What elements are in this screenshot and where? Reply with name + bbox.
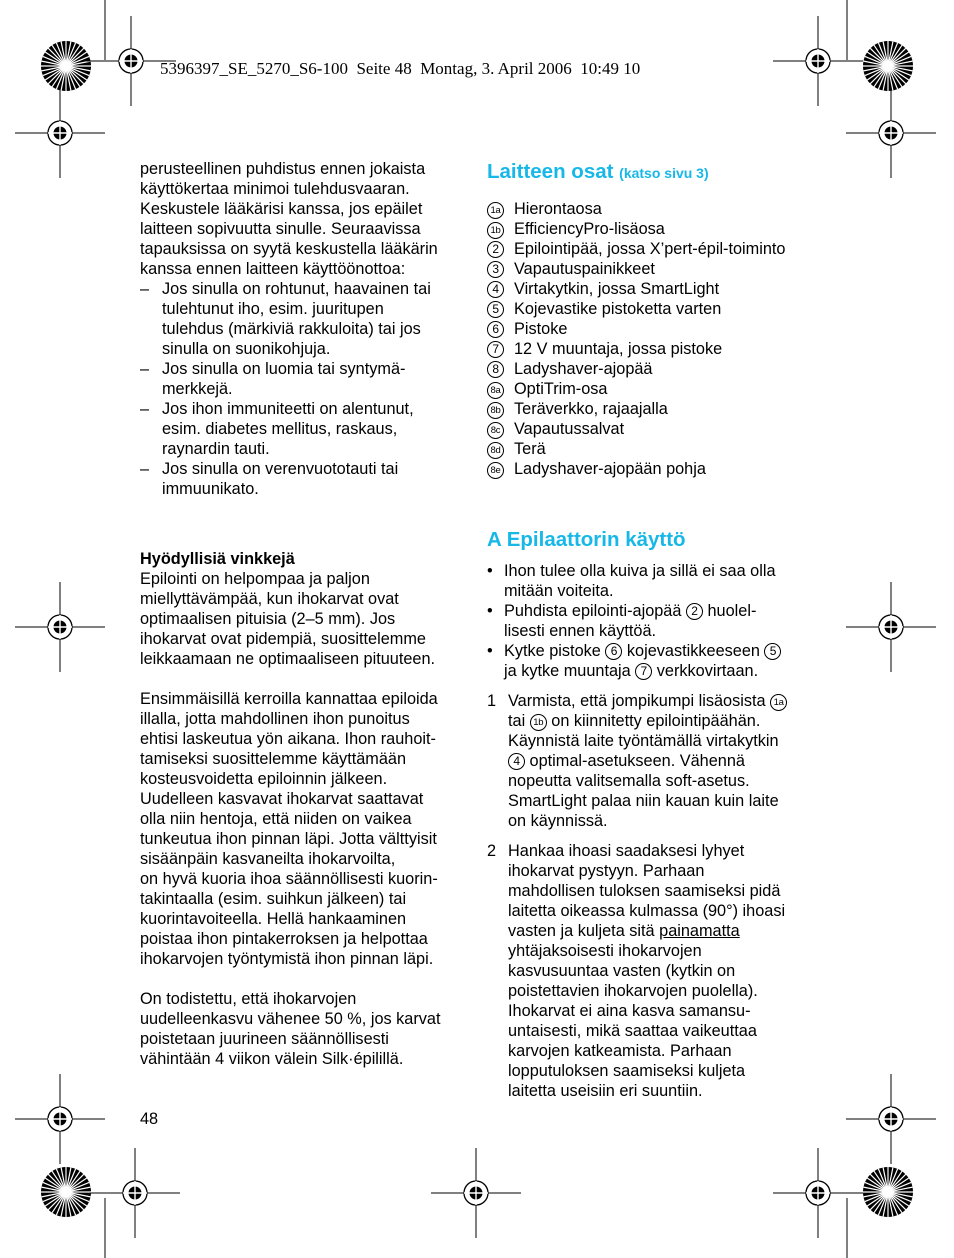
list-item: 1a Hierontaosa [487, 199, 827, 219]
part-number: 1a [487, 202, 504, 219]
part-number: 8b [487, 402, 504, 419]
tips-paragraph-1: Epilointi on helpompaa ja paljon miellyttävämpää, kun ihokarvat ovat optimaalisen pituisia (2–5 mm). Jos ihokarvat ovat pidempiä, suosittelemme leikkaamaan ne optimaaliseen pituuteen. [140, 570, 436, 668]
tips-paragraph-3: On todistettu, että ihokarvojen uudelleenkasvu vähenee 50 %, jos karvat poistetaan juurineen säännöllisesti vähintään 4 viikon välein Silk·épilillä. [140, 990, 441, 1068]
part-number: 8d [487, 442, 504, 459]
page-number: 48 [140, 1110, 159, 1128]
emphasis-underline: painamatta [659, 922, 740, 940]
right-column [487, 159, 827, 1101]
parts-list [487, 199, 827, 479]
tips-heading: Hyödyllisiä vinkkejä [140, 550, 295, 568]
step-1: 1 Varmista, että jompikumpi lisäosista 1a tai 1b on kiinnitetty epilointipäähän. Käynnistä laite työntämällä virtakytkin 4 optimal-asetukseen. Vähennä nopeutta valitsemalla soft-asetus. SmartLight palaa niin kauan kuin laite on käynnissä. [487, 691, 827, 831]
left-column [140, 159, 470, 1069]
list-item: 8b Teräverkko, rajaajalla [487, 399, 827, 419]
part-number: 5 [487, 301, 504, 318]
part-number: 8c [487, 422, 504, 439]
list-item: 3 Vapautuspainikkeet [487, 259, 827, 279]
part-number: 8a [487, 382, 504, 399]
part-ref: 6 [605, 643, 622, 660]
list-item: – Jos sinulla on rohtunut, haavainen tai tulehtunut iho, esim. juuritupen tulehdus (märkiviä rakkuloita) tai jos sinulla on suonikohjuja. [140, 280, 431, 358]
list-item: 8e Ladyshaver-ajopään pohja [487, 459, 827, 479]
list-item: 8a OptiTrim-osa [487, 379, 827, 399]
list-item: 7 12 V muuntaja, jossa pistoke [487, 339, 827, 359]
list-item: 1b EfficiencyPro-lisäosa [487, 219, 827, 239]
part-number: 4 [487, 281, 504, 298]
list-item: • Ihon tulee olla kuiva ja sillä ei saa olla mitään voiteita. [487, 562, 776, 600]
list-item: 4 Virtakytkin, jossa SmartLight [487, 279, 827, 299]
list-item: – Jos sinulla on verenvuototauti tai immuunikato. [140, 460, 399, 498]
part-number: 3 [487, 261, 504, 278]
part-ref: 2 [686, 603, 703, 620]
list-item: 8d Terä [487, 439, 827, 459]
list-item: 8c Vapautussalvat [487, 419, 827, 439]
part-number: 8 [487, 361, 504, 378]
part-ref: 1a [770, 694, 787, 711]
list-item: • Kytke pistoke 6 kojevastikkeeseen 5 ja kytke muuntaja 7 verkkovirtaan. [487, 641, 827, 681]
list-item: • Puhdista epilointi-ajopää 2 huolel- lisesti ennen käyttöä. [487, 602, 757, 640]
list-item: 2 Epilointipää, jossa X’pert-épil-toiminto [487, 239, 827, 259]
part-number: 6 [487, 321, 504, 338]
part-ref: 1b [530, 714, 547, 731]
print-header: 5396397_SE_5270_S6-100 Seite 48 Montag, 3. April 2006 10:49 10 [160, 59, 641, 78]
part-ref: 5 [764, 643, 781, 660]
list-item: – Jos ihon immuniteetti on alentunut, esim. diabetes mellitus, raskaus, raynardin tauti. [140, 400, 414, 458]
intro-paragraph: perusteellinen puhdistus ennen jokaista käyttökertaa minimoi tulehdusvaaran. Keskustele lääkärisi kanssa, jos epäilet laitteen sopivuutta sinulle. Seuraavissa tapauksissa on syytä keskustella lääkärin kanssa ennen laitteen käyttöönottoa: [140, 160, 438, 278]
part-number: 7 [487, 341, 504, 358]
list-item: 5 Kojevastike pistoketta varten [487, 299, 827, 319]
part-ref: 7 [635, 663, 652, 680]
parts-heading-ref: (katso sivu 3) [619, 165, 709, 181]
part-number: 8e [487, 462, 504, 479]
parts-heading: Laitteen osat (katso sivu 3) [487, 160, 709, 183]
part-number: 1b [487, 222, 504, 239]
step-2: 2 Hankaa ihoasi saadaksesi lyhyet ihokarvat pystyyn. Parhaan mahdollisen tuloksen saamiseksi pidä laitetta oikeassa kulmassa (90°) ihoasi vasten ja kuljeta sitä painamatta yhtäjaksoisesti ihokarvojen kasvusuuntaa vasten (kytkin on poistettavien ihokarvojen puolella). Ihokarvat ei aina kasva samansu- untaisesti, mikä saattaa vaikeuttaa karvojen katkeamista. Parhaan lopputuloksen saamiseksi kuljeta laitetta useisiin eri suuntiin. [487, 842, 786, 1100]
list-item: – Jos sinulla on luomia tai syntymä- merkkejä. [140, 360, 406, 398]
part-number: 2 [487, 241, 504, 258]
tips-paragraph-2: Ensimmäisillä kerroilla kannattaa epiloida illalla, jotta mahdollinen ihon punoitus ehtisi laskeutua yön aikana. Ihon rauhoit- tamiseksi suosittelemme käyttämään kosteusvoidetta epiloinnin jälkeen. Uudelleen kasvavat ihokarvat saattavat olla niin hentoja, että niiden on vaikea tunkeutua ihon pinnan läpi. Jotta välttyisit sisäänpäin kasvaneilta ihokarvoilta, on hyvä kuoria ihoa säännöllisesti kuorin- takintaalla (esim. suihkun jälkeen) tai kuorintavoiteella. Hellä hankaaminen poistaa ihon pintakerroksen ja helpottaa ihokarvojen työntymistä ihon pinnan läpi. [140, 690, 438, 968]
list-item: 6 Pistoke [487, 319, 827, 339]
list-item: 8 Ladyshaver-ajopää [487, 359, 827, 379]
usage-heading: A Epilaattorin käyttö [487, 528, 686, 551]
part-ref: 4 [508, 753, 525, 770]
